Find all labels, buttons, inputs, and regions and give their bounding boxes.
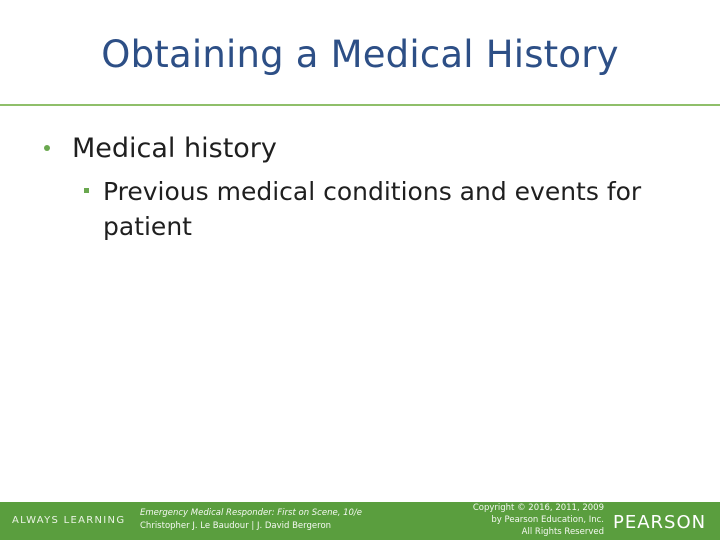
book-title: Emergency Medical Responder: First on Scene, 10/e <box>140 508 363 518</box>
footer-tagline: ALWAYS LEARNING <box>12 515 126 526</box>
title-divider <box>0 104 720 106</box>
book-authors: Christopher J. Le Baudour | J. David Bergeron <box>140 521 332 531</box>
slide-title: Obtaining a Medical History <box>101 33 619 76</box>
pearson-logo: PEARSON <box>613 512 707 533</box>
footer-copyright <box>446 502 604 538</box>
footer-bar <box>0 502 720 540</box>
sub-bullet-text: Previous medical conditions and events for patient <box>103 177 642 241</box>
footer-book-info <box>140 507 362 533</box>
bullet-text: Medical history <box>72 133 277 164</box>
copyright-line-3: All Rights Reserved <box>521 527 604 537</box>
bullet-square-icon <box>84 188 89 193</box>
copyright-line-2: by Pearson Education, Inc. <box>491 515 604 525</box>
bullet-dot-icon <box>44 145 50 151</box>
copyright-line-1: Copyright © 2016, 2011, 2009 <box>472 503 604 513</box>
